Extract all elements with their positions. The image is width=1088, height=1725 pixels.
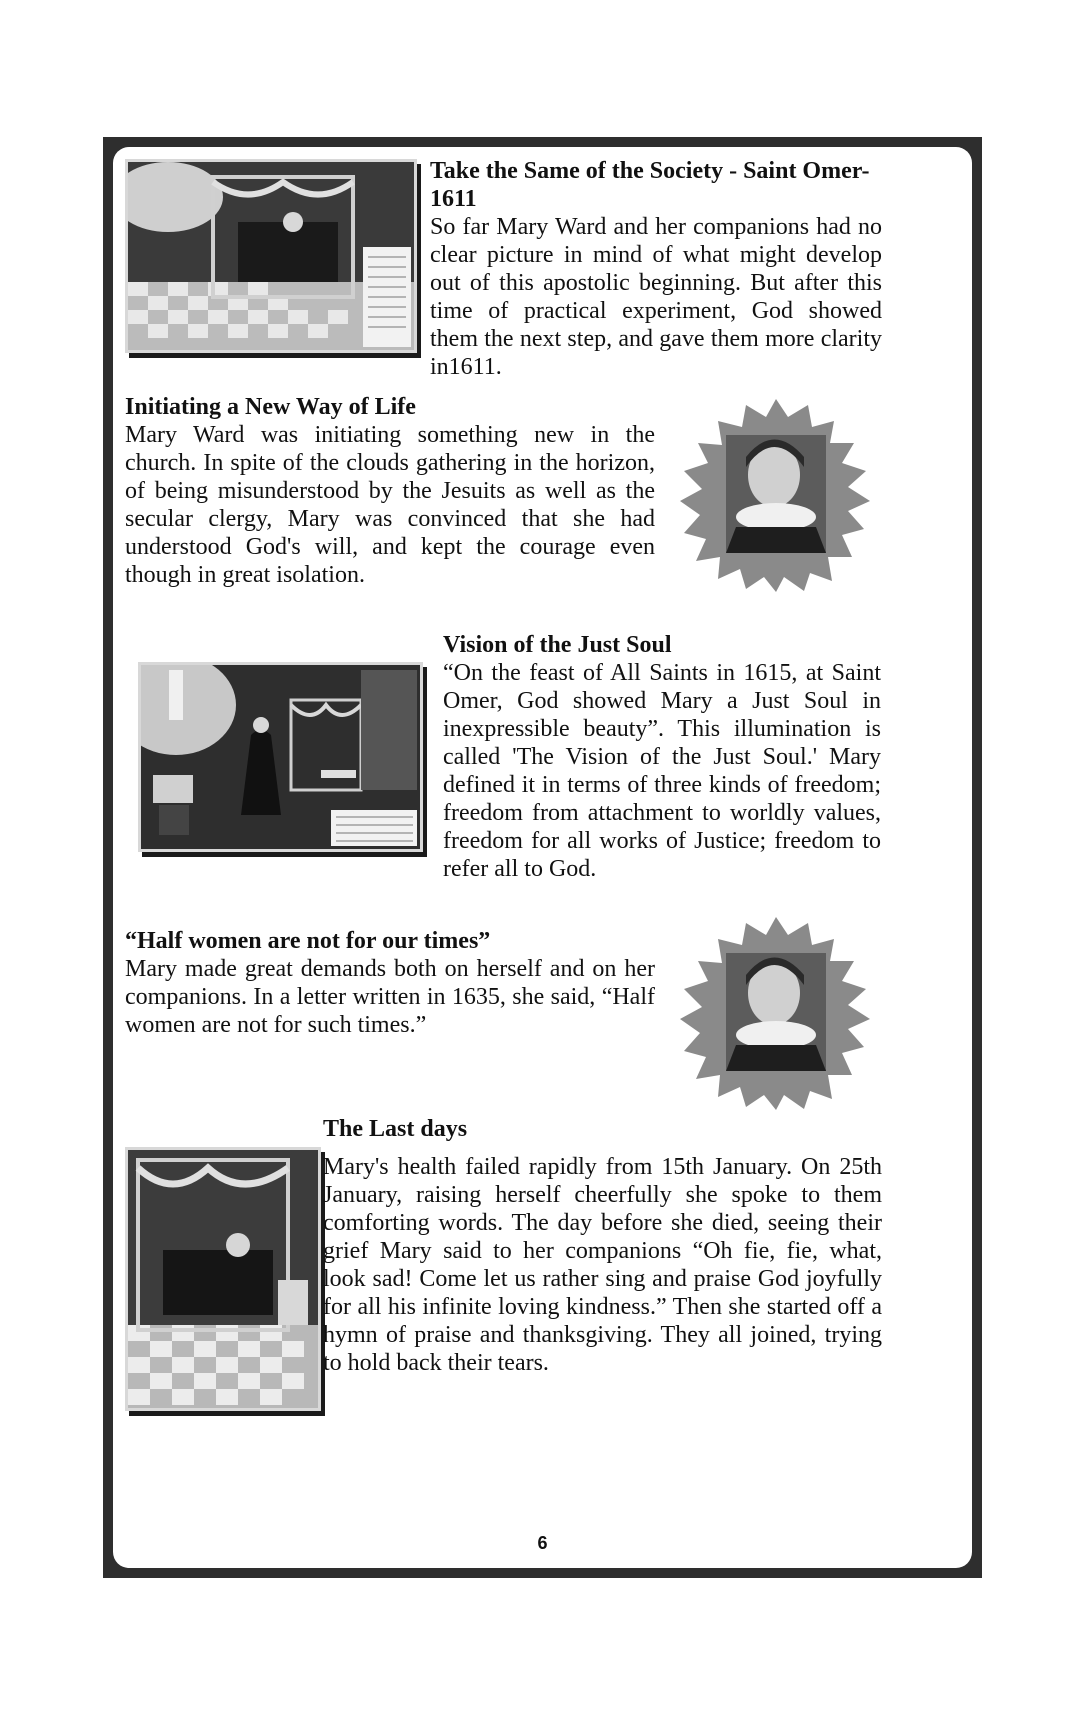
section-body: Mary made great demands both on herself and on her companions. In a letter written in 1635, she said, “Half women are not for such times.”: [125, 956, 655, 1038]
painting-deathbed-scene-image: [125, 1147, 321, 1411]
mary-ward-portrait-image: [676, 915, 876, 1110]
section-heading: The Last days: [323, 1116, 468, 1142]
section-body: Mary Ward was initiating something new in the church. In spite of the clouds gathering in the horizon, of being misunderstood by the Jesuits as well as the secular clergy, Mary was convinced that she had understood God's will, and kept the courage even though in great isolation.: [125, 422, 655, 588]
page-frame: [103, 137, 982, 1578]
section-body: So far Mary Ward and her companions had no clear picture in mind of what might develop out of this apostolic beginning. But after this time of practical experiment, God showed them the next step, and gave them more clarity in1611.: [430, 214, 882, 380]
section-heading: Vision of the Just Soul: [443, 632, 672, 658]
page-number: 6: [537, 1533, 548, 1553]
section-new-way-of-life: [125, 393, 655, 589]
section-body: Mary's health failed rapidly from 15th January. On 25th January, raising herself cheerfully she spoke to them comforting words. The day before she died, seeing their grief Mary said to her companions “Oh fie, fie, what, look sad! Come let us rather sing and praise God joyfully for all his infinite loving kindness.” Then she started off a hymn of praise and thanksgiving. They all joined, trying to hold back their tears.: [323, 1154, 882, 1376]
section-heading: “Half women are not for our times”: [125, 928, 491, 954]
section-heading: Initiating a New Way of Life: [125, 394, 416, 420]
section-society-saint-omer: [430, 157, 882, 381]
painting-bed-scene-image: [125, 159, 417, 353]
page-content: [113, 147, 972, 1568]
mary-ward-portrait-image: [676, 397, 876, 592]
section-vision-just-soul: [443, 631, 881, 883]
section-heading: Take the Same of the Society - Saint Omer-1611: [430, 158, 870, 212]
section-body: “On the feast of All Saints in 1615, at Saint Omer, God showed Mary a Just Soul in inexpressible beauty”. This illumination is called 'The Vision of the Just Soul.' Mary defined it in terms of three kinds of freedom; freedom from attachment to worldly values, freedom for all works of Justice; freedom to refer all to God.: [443, 660, 881, 882]
section-half-women: [125, 927, 655, 1039]
section-last-days: [323, 1115, 882, 1377]
painting-vision-scene-image: [138, 662, 423, 852]
